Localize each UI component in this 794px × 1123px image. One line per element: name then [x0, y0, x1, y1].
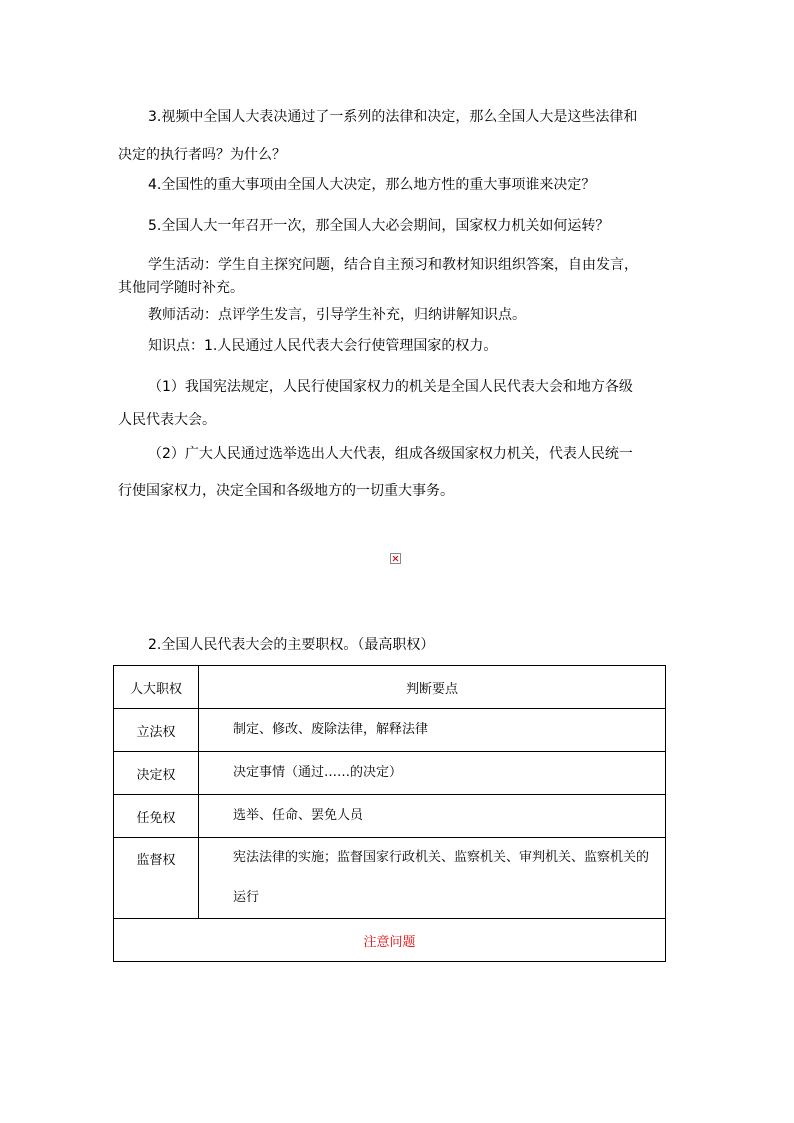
- broken-image-icon: [390, 553, 401, 564]
- question-3-line-1: 3.视频中全国人大表决通过了一系列的法律和决定，那么全国人大是这些法律和: [148, 109, 638, 125]
- note-cell: 注意问题: [114, 919, 666, 962]
- table-header-row: [114, 666, 666, 709]
- point-text: 选举、任命、罢免人员: [233, 808, 364, 823]
- section-2-title: 2.全国人民代表大会的主要职权。（最高职权）: [148, 637, 435, 653]
- question-5: 5.全国人大一年召开一次，那全国人大必会期间，国家权力机关如何运转？: [148, 218, 610, 234]
- question-3-line-2: 决定的执行者吗？为什么？: [118, 147, 286, 163]
- point-cell: [199, 838, 666, 919]
- question-4: 4.全国性的重大事项由全国人大决定，那么地方性的重大事项谁来决定？: [148, 177, 596, 193]
- table-row: [114, 838, 666, 919]
- point-1-line-1: （1）我国宪法规定，人民行使国家权力的机关是全国人民代表大会和地方各级: [148, 379, 633, 395]
- table-note-row: [114, 919, 666, 962]
- powers-table: [113, 665, 666, 962]
- power-cell: 立法权: [114, 709, 199, 752]
- point-text: 决定事情（通过……的决定）: [233, 765, 403, 780]
- point-cell: [199, 795, 666, 838]
- point-1-line-2: 人民代表大会。: [118, 412, 216, 428]
- table-row: [114, 795, 666, 838]
- power-cell: 决定权: [114, 752, 199, 795]
- header-power: 人大职权: [114, 666, 199, 709]
- point-2-line-1: （2）广大人民通过选举选出人大代表，组成各级国家权力机关，代表人民统一: [148, 446, 633, 462]
- point-cell: [199, 752, 666, 795]
- knowledge-point: 知识点：1.人民通过人民代表大会行使管理国家的权力。: [148, 338, 498, 354]
- student-activity-line-2: 其他同学随时补充。: [118, 280, 244, 296]
- power-cell: 监督权: [114, 838, 199, 919]
- point-2-line-2: 行使国家权力，决定全国和各级地方的一切重大事务。: [118, 483, 454, 499]
- point-text: 制定、修改、废除法律，解释法律: [233, 722, 429, 737]
- header-point: 判断要点: [199, 666, 666, 709]
- table-row: [114, 709, 666, 752]
- power-cell: 任免权: [114, 795, 199, 838]
- point-text: 宪法法律的实施；监督国家行政机关、监察机关、审判机关、监察机关的运行: [233, 850, 650, 905]
- student-activity-line-1: 学生活动：学生自主探究问题，结合自主预习和教材知识组织答案，自由发言，: [148, 257, 638, 273]
- teacher-activity: 教师活动：点评学生发言，引导学生补充，归纳讲解知识点。: [148, 307, 526, 323]
- table-row: [114, 752, 666, 795]
- point-cell: [199, 709, 666, 752]
